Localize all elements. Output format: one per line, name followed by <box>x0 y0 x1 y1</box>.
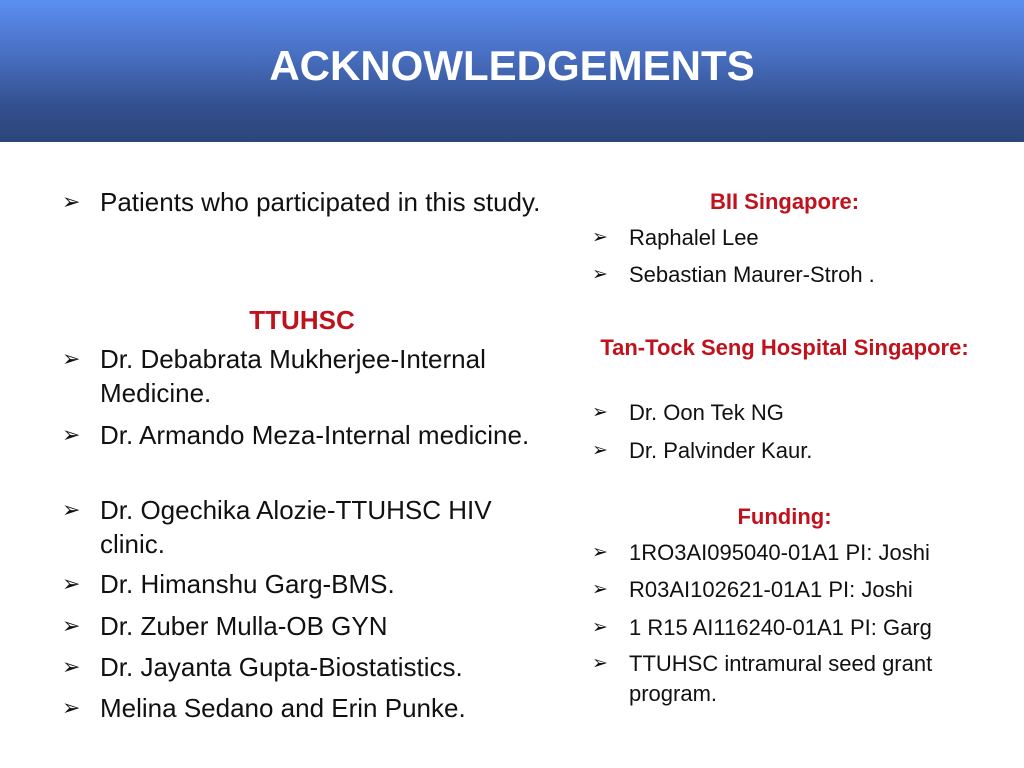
list-item-text: 1 R15 AI116240-01A1 PI: Garg <box>629 615 932 640</box>
list-item-text: Dr. Himanshu Garg-BMS. <box>100 569 395 599</box>
list-item <box>592 223 1012 253</box>
list-item-text: Dr. Armando Meza-Internal medicine. <box>100 420 530 450</box>
list-item <box>62 567 542 601</box>
arrow-bullet-icon: ➢ <box>62 695 81 720</box>
arrow-bullet-icon: ➢ <box>592 402 608 423</box>
slide-title: ACKNOWLEDGEMENTS <box>269 42 755 89</box>
list-item <box>62 493 542 561</box>
list-item <box>592 436 1012 466</box>
list-item <box>62 185 542 219</box>
arrow-bullet-icon: ➢ <box>592 264 608 285</box>
arrow-bullet-icon: ➢ <box>592 227 608 248</box>
arrow-bullet-icon: ➢ <box>62 497 81 522</box>
funding-heading: Funding: <box>737 504 832 529</box>
list-item <box>592 613 1012 643</box>
list-item <box>62 650 542 684</box>
arrow-bullet-icon: ➢ <box>592 653 608 674</box>
arrow-bullet-icon: ➢ <box>62 654 81 679</box>
list-item-text: Sebastian Maurer-Stroh . <box>629 262 875 287</box>
arrow-bullet-icon: ➢ <box>62 571 81 596</box>
arrow-bullet-icon: ➢ <box>62 613 81 638</box>
ttuhsc-heading: TTUHSC <box>249 305 355 335</box>
list-item <box>592 575 1012 605</box>
list-item <box>62 691 542 725</box>
list-item-text: 1RO3AI095040-01A1 PI: Joshi <box>629 540 930 565</box>
list-item-text: Dr. Debabrata Mukherjee-Internal Medicine. <box>100 344 486 408</box>
patients-text: Patients who participated in this study. <box>100 187 541 217</box>
list-item <box>592 260 1012 290</box>
ttsh-heading: Tan-Tock Seng Hospital Singapore: <box>600 335 969 360</box>
arrow-bullet-icon: ➢ <box>592 617 608 638</box>
list-item-text: Raphalel Lee <box>629 225 759 250</box>
arrow-bullet-icon: ➢ <box>62 422 81 447</box>
list-item <box>592 538 1012 568</box>
arrow-bullet-icon: ➢ <box>592 542 608 563</box>
list-item-text: Dr. Zuber Mulla-OB GYN <box>100 611 388 641</box>
list-item <box>62 418 542 452</box>
list-item-text: Dr. Ogechika Alozie-TTUHSC HIV clinic. <box>100 495 492 559</box>
title-banner <box>0 0 1024 142</box>
list-item-text: Dr. Oon Tek NG <box>629 400 784 425</box>
arrow-bullet-icon: ➢ <box>62 346 81 371</box>
list-item-text: R03AI102621-01A1 PI: Joshi <box>629 577 913 602</box>
list-item <box>62 342 542 410</box>
list-item-text: Dr. Jayanta Gupta-Biostatistics. <box>100 652 463 682</box>
list-item-text: TTUHSC intramural seed grant program. <box>629 651 933 706</box>
list-item-text: Melina Sedano and Erin Punke. <box>100 693 466 723</box>
list-item <box>592 398 1012 428</box>
list-item <box>62 609 542 643</box>
bii-heading: BII Singapore: <box>709 189 860 214</box>
arrow-bullet-icon: ➢ <box>592 579 608 600</box>
arrow-bullet-icon: ➢ <box>592 440 608 461</box>
list-item-text: Dr. Palvinder Kaur. <box>629 438 813 463</box>
arrow-bullet-icon: ➢ <box>62 189 81 214</box>
list-item <box>592 649 1012 709</box>
